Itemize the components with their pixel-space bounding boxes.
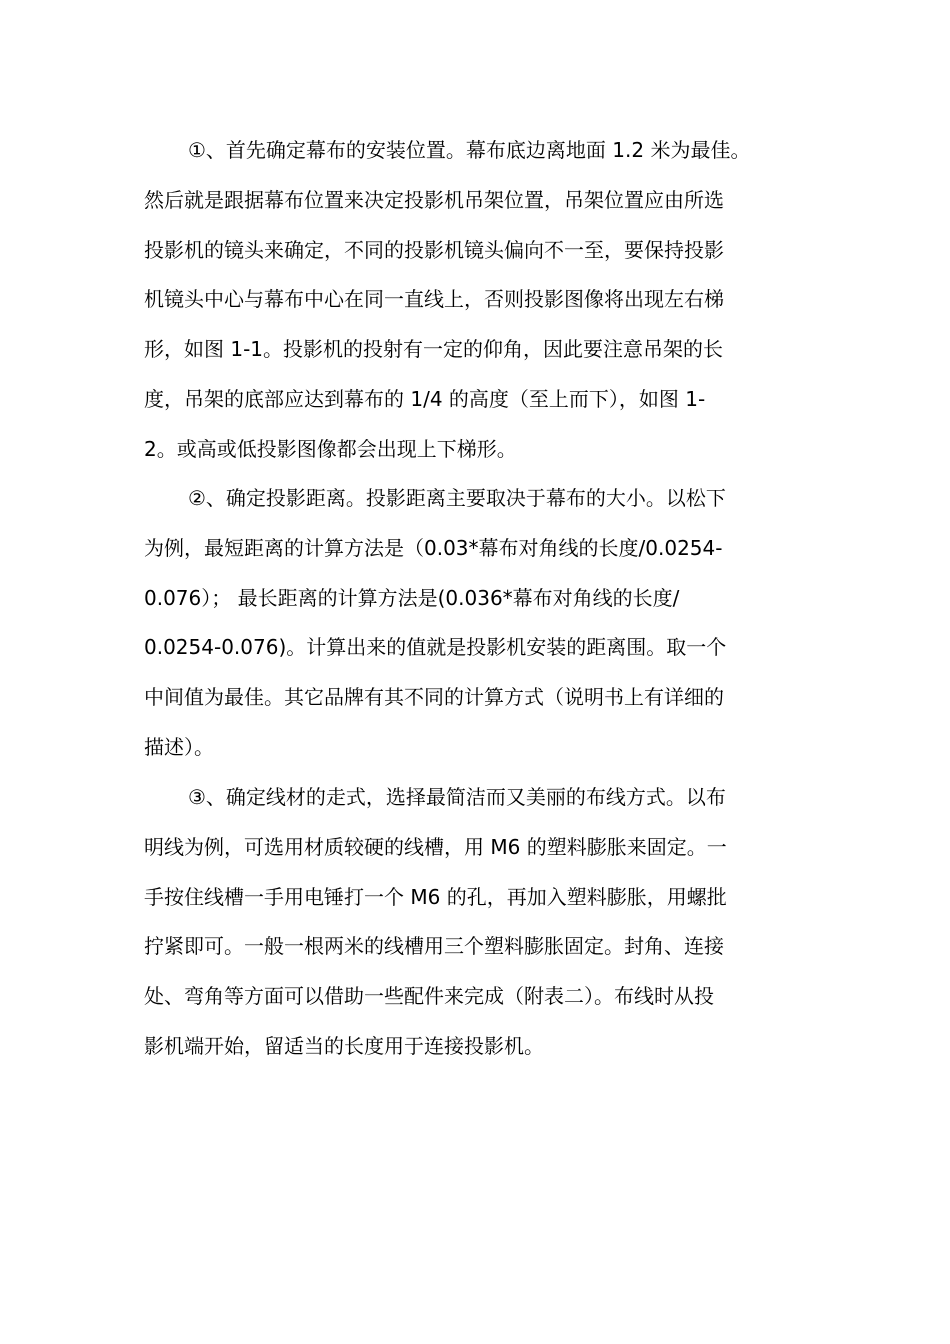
paragraph-projection-distance bbox=[144, 474, 810, 773]
paragraph-line: ①、首先确定幕布的安装位置。幕布底边离地面 1.2 米为最佳。 bbox=[188, 138, 751, 162]
paragraph-line: 处、弯角等方面可以借助一些配件来完成（附表二）。布线时从投 bbox=[144, 984, 714, 1009]
paragraph-wiring bbox=[144, 773, 810, 1072]
paragraph-line: 为例，最短距离的计算方法是（0.03*幕布对角线的长度/0.0254- bbox=[144, 535, 723, 560]
paragraph-line: 影机端开始，留适当的长度用于连接投影机。 bbox=[144, 1033, 544, 1058]
paragraph-line: 投影机的镜头来确定，不同的投影机镜头偏向不一至，要保持投影 bbox=[144, 237, 724, 262]
paragraph-line: 中间值为最佳。其它品牌有其不同的计算方式（说明书上有详细的 bbox=[144, 685, 724, 710]
paragraph-line: 形，如图 1-1。投影机的投射有一定的仰角，因此要注意吊架的长 bbox=[144, 337, 724, 362]
paragraph-line: 0.076）； 最长距离的计算方法是(0.036*幕布对角线的长度/ bbox=[144, 585, 680, 610]
paragraph-screen-installation bbox=[144, 126, 810, 475]
paragraph-line: 度，吊架的底部应达到幕布的 1/4 的高度（至上而下），如图 1- bbox=[144, 386, 706, 411]
paragraph-line: 明线为例，可选用材质较硬的线槽，用 M6 的塑料膨胀来固定。一 bbox=[144, 834, 727, 859]
paragraph-line: ③、确定线材的走式，选择最简洁而又美丽的布线方式。以布 bbox=[188, 785, 726, 809]
paragraph-line: ②、确定投影距离。投影距离主要取决于幕布的大小。以松下 bbox=[188, 486, 726, 510]
paragraph-line: 然后就是跟据幕布位置来决定投影机吊架位置，吊架位置应由所选 bbox=[144, 187, 724, 212]
paragraph-line: 0.0254-0.076)。计算出来的值就是投影机安装的距离围。取一个 bbox=[144, 635, 727, 660]
paragraph-line: 描述）。 bbox=[144, 734, 214, 759]
paragraph-line: 拧紧即可。一般一根两米的线槽用三个塑料膨胀固定。封角、连接 bbox=[144, 934, 724, 959]
paragraph-line: 2。或高或低投影图像都会出现上下梯形。 bbox=[144, 436, 517, 461]
paragraph-line: 机镜头中心与幕布中心在同一直线上，否则投影图像将出现左右梯 bbox=[144, 287, 724, 312]
paragraph-line: 手按住线槽一手用电锤打一个 M6 的孔，再加入塑料膨胀，用螺批 bbox=[144, 884, 727, 909]
